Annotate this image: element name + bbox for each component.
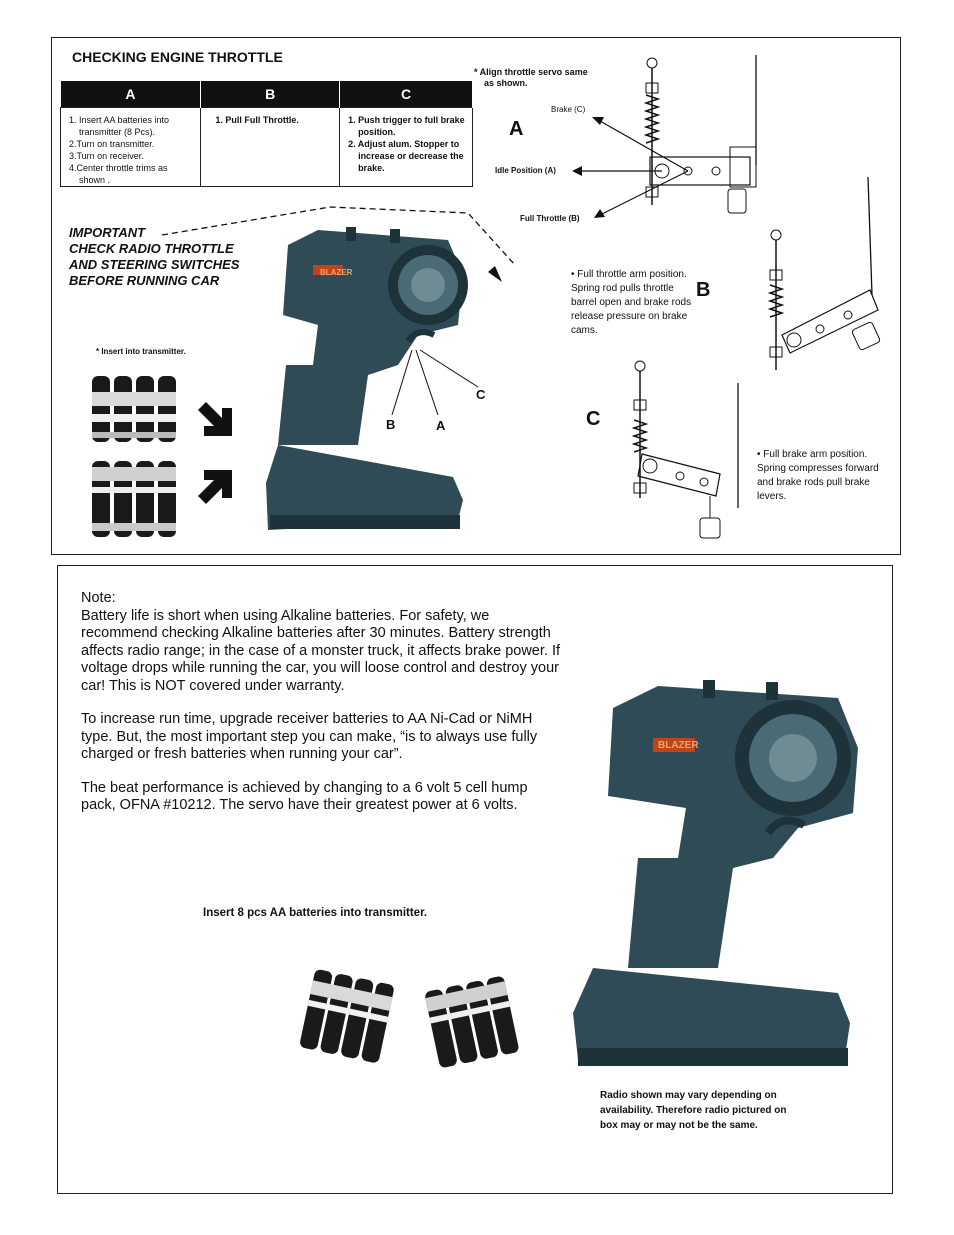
column-header-c: C xyxy=(340,81,473,108)
column-header-a: A xyxy=(61,81,201,108)
servo-linkage-diagram-b xyxy=(760,175,890,375)
brand-logo-label: BLAZER xyxy=(658,740,699,751)
trigger-label-c: C xyxy=(476,387,486,402)
column-header-b: B xyxy=(201,81,340,108)
diagram-letter-a: A xyxy=(509,118,524,140)
radio-disclaimer: Radio shown may vary depending on availability. Therefore radio pictured on box may or may not be the same. xyxy=(600,1090,787,1131)
servo-linkage-diagram-a xyxy=(570,55,770,225)
important-line: CHECK RADIO THROTTLE xyxy=(69,241,234,256)
steps-table xyxy=(60,81,473,187)
brake-label: Brake (C) xyxy=(551,105,586,114)
align-note-line: as shown. xyxy=(484,78,528,88)
battery-note xyxy=(81,590,561,831)
bullet-full-brake: • Full brake arm position. Spring compresses forward and brake rods pull brake levers. xyxy=(757,449,879,502)
diagram-letter-c: C xyxy=(586,408,601,430)
trigger-label-a: A xyxy=(436,418,446,433)
trigger-callout-lines xyxy=(380,345,490,425)
battery-pack-image xyxy=(86,455,186,543)
diagram-letter-b: B xyxy=(696,279,711,301)
servo-linkage-diagram-c xyxy=(620,358,750,543)
note-paragraph: The beat performance is achieved by changing to a 6 volt 5 cell hump pack, OFNA #10212. The servo have their greatest power at 6 volts. xyxy=(81,779,528,813)
step-b-1: 1. Pull Full Throttle. xyxy=(215,115,299,125)
important-line: BEFORE RUNNING CAR xyxy=(69,273,220,288)
section-title: CHECKING ENGINE THROTTLE xyxy=(72,49,283,65)
steps-cell-b xyxy=(201,108,340,187)
steps-cell-c xyxy=(340,108,473,187)
important-heading: IMPORTANT xyxy=(69,225,146,240)
battery-pack-image xyxy=(296,968,396,1066)
step-c-1: 1. Push trigger to full brake position. xyxy=(348,115,465,137)
important-line: AND STEERING SWITCHES xyxy=(69,257,240,272)
battery-pack-image xyxy=(422,975,522,1070)
note-paragraph: Battery life is short when using Alkaline batteries. For safety, we recommend checking Alkaline batteries after 30 minutes. Battery strength affects radio range; in the case of a monster truck, it affects brake power. If voltage drops while running the car, you will loose control and destroy your car! This is NOT covered under warranty. xyxy=(81,607,561,694)
step-a-4: 4.Center throttle trims as shown . xyxy=(69,163,168,185)
insert-batteries-caption: Insert 8 pcs AA batteries into transmitter. xyxy=(203,907,428,919)
note-heading: Note: xyxy=(81,590,116,606)
step-c-2: 2. Adjust alum. Stopper to increase or decrease the brake. xyxy=(348,139,464,173)
step-a-1: 1. Insert AA batteries into transmitter (8 Pcs). xyxy=(69,115,170,137)
transmitter-image xyxy=(568,668,860,1080)
align-note-line: * Align throttle servo same xyxy=(474,67,588,77)
bullet-full-throttle: • Full throttle arm position. Spring rod pulls throttle barrel open and brake rods release pressure on brake cams. xyxy=(571,269,692,336)
battery-pack-image xyxy=(86,370,186,448)
insert-note: * Insert into transmitter. xyxy=(96,347,186,356)
idle-position-label: Idle Position (A) xyxy=(495,166,556,175)
arrow-down-right-icon xyxy=(196,400,236,440)
brand-logo-label: BLAZER xyxy=(320,268,353,277)
note-paragraph: To increase run time, upgrade receiver batteries to AA Ni-Cad or NiMH type. But, the most important step you can make, “is to always use fully charged or fresh batteries when running your car”. xyxy=(81,711,538,762)
steps-cell-a xyxy=(61,108,201,187)
arrow-up-right-icon xyxy=(196,466,236,506)
trigger-label-b: B xyxy=(386,417,396,432)
step-a-3: 3.Turn on receiver. xyxy=(69,151,144,161)
full-throttle-label: Full Throttle (B) xyxy=(520,214,580,223)
step-a-2: 2.Turn on transmitter. xyxy=(69,139,155,149)
transmitter-base xyxy=(573,968,850,1060)
